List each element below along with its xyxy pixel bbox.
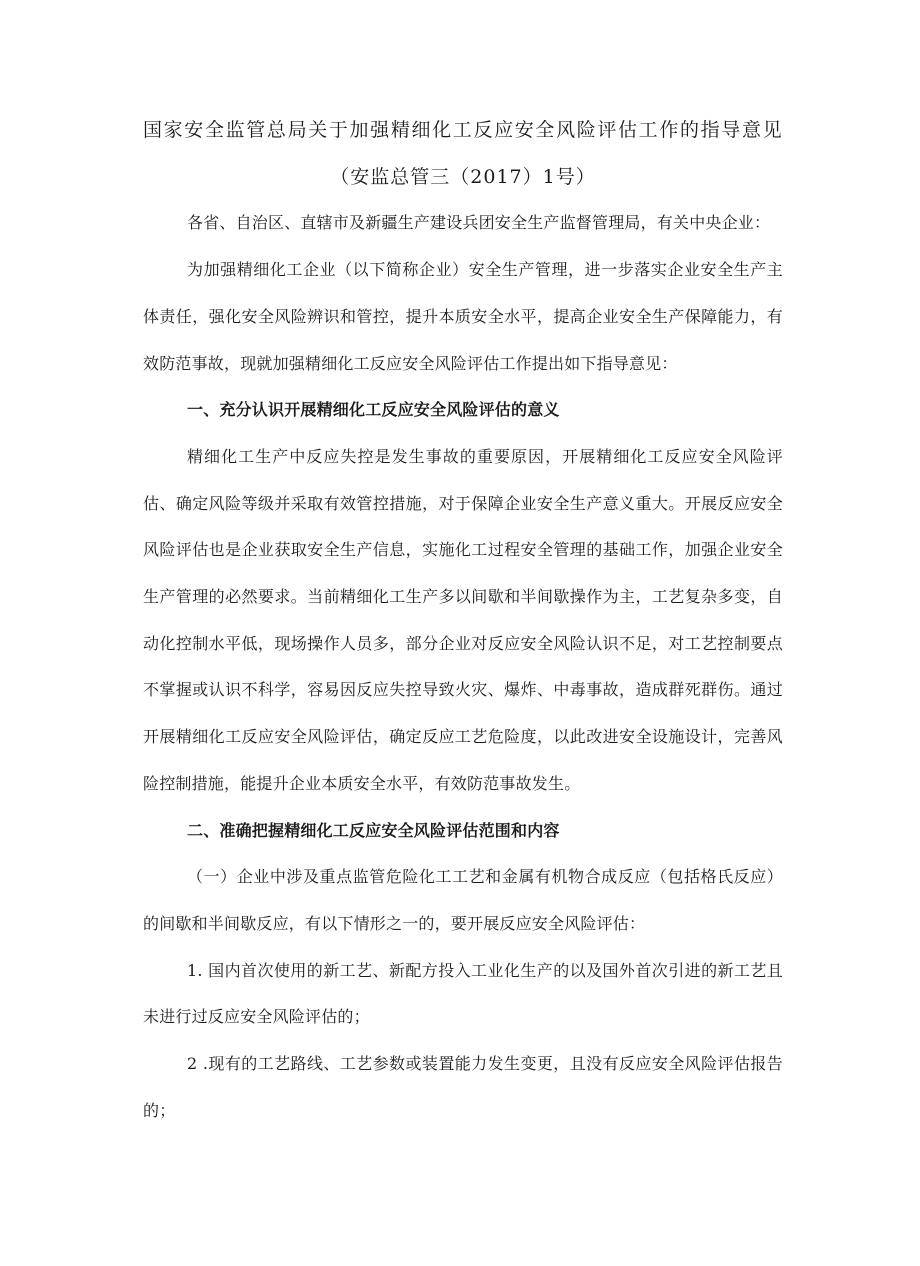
section-2-subitem-1: 1. 国内首次使用的新工艺、新配方投入工业化生产的以及国外首次引进的新工艺且未进行过反应安全风险评估的； [143, 960, 783, 1027]
section-1-body: 精细化工生产中反应失控是发生事故的重要原因，开展精细化工反应安全风险评估、确定风险等级并采取有效管控措施，对于保障企业安全生产意义重大。开展反应安全风险评估也是企业获取安全生产信息，实施化工过程安全管理的基础工作，加强企业安全生产管理的必然要求。当前精细化工生产多以间歇和半间歇操作为主，工艺复杂多变，自动化控制水平低，现场操作人员多，部分企业对反应安全风险认识不足，对工艺控制要点不掌握或认识不科学，容易因反应失控导致火灾、爆炸、中毒事故，造成群死群伤。通过开展精细化工反应安全风险评估，确定反应工艺危险度，以此改进安全设施设计，完善风险控制措施，能提升企业本质安全水平，有效防范事故发生。 [143, 446, 783, 793]
section-2-subitem-2: 2 .现有的工艺路线、工艺参数或装置能力发生变更，且没有反应安全风险评估报告的； [143, 1054, 783, 1120]
document-number: （安监总管三（2017）1号） [330, 165, 596, 188]
section-2-item-1: （一）企业中涉及重点监管危险化工工艺和金属有机物合成反应（包括格氏反应）的间歇和半间歇反应，有以下情形之一的，要开展反应安全风险评估： [143, 867, 783, 933]
section-1-heading: 一、充分认识开展精细化工反应安全风险评估的意义 [187, 400, 560, 420]
intro-paragraph: 为加强精细化工企业（以下简称企业）安全生产管理，进一步落实企业安全生产主体责任，强化安全风险辨识和管控，提升本质安全水平，提高企业安全生产保障能力，有效防范事故，现就加强精细化工反应安全风险评估工作提出如下指导意见： [143, 260, 783, 373]
document-page [143, 107, 783, 1134]
document-title: 国家安全监管总局关于加强精细化工反应安全风险评估工作的指导意见 [143, 119, 783, 141]
salutation: 各省、自治区、直辖市及新疆生产建设兵团安全生产监督管理局，有关中央企业： [187, 213, 771, 233]
section-2-heading: 二、准确把握精细化工反应安全风险评估范围和内容 [187, 820, 560, 840]
